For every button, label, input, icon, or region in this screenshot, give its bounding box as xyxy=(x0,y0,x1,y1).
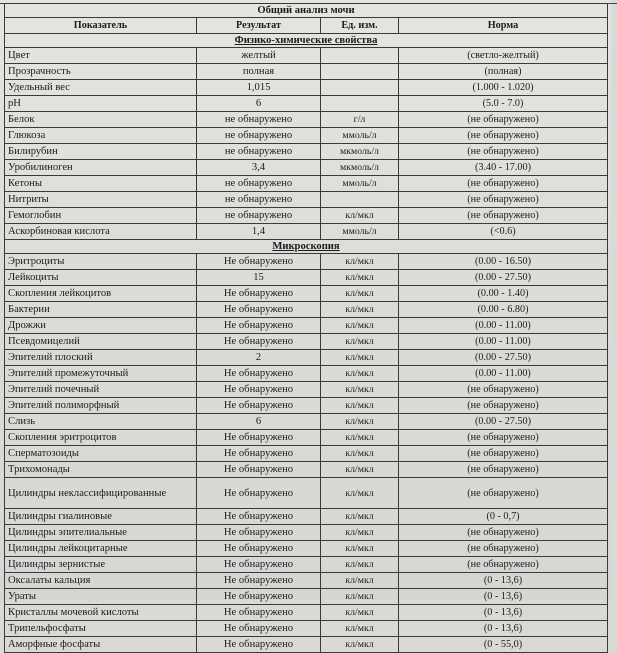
table-row xyxy=(5,366,608,382)
result-value: Не обнаружено xyxy=(197,509,321,525)
indicator-name: Нитриты xyxy=(5,192,197,208)
table-row xyxy=(5,64,608,80)
result-value: Не обнаружено xyxy=(197,398,321,414)
result-value: не обнаружено xyxy=(197,112,321,128)
unit-value: кл/мкл xyxy=(321,208,399,224)
result-value: 1,015 xyxy=(197,80,321,96)
indicator-name: Белок xyxy=(5,112,197,128)
norm-range: (0.00 - 11.00) xyxy=(399,318,608,334)
unit-value: кл/мкл xyxy=(321,382,399,398)
table-row xyxy=(5,208,608,224)
table-row xyxy=(5,318,608,334)
result-value: полная xyxy=(197,64,321,80)
result-value: Не обнаружено xyxy=(197,637,321,653)
norm-range: (<0.6) xyxy=(399,224,608,240)
norm-range: (не обнаружено) xyxy=(399,478,608,509)
table-row xyxy=(5,462,608,478)
table-row xyxy=(5,176,608,192)
unit-value: кл/мкл xyxy=(321,605,399,621)
result-value: Не обнаружено xyxy=(197,254,321,270)
section-title: Микроскопия xyxy=(5,240,608,254)
norm-range: (не обнаружено) xyxy=(399,541,608,557)
indicator-name: pH xyxy=(5,96,197,112)
result-value: не обнаружено xyxy=(197,208,321,224)
unit-value: кл/мкл xyxy=(321,589,399,605)
result-value: Не обнаружено xyxy=(197,605,321,621)
unit-value: кл/мкл xyxy=(321,525,399,541)
unit-value: кл/мкл xyxy=(321,509,399,525)
norm-range: (1.000 - 1.020) xyxy=(399,80,608,96)
table-row xyxy=(5,144,608,160)
table-row xyxy=(5,128,608,144)
indicator-name: Цилиндры лейкоцитарные xyxy=(5,541,197,557)
indicator-name: Ураты xyxy=(5,589,197,605)
indicator-name: Трихомонады xyxy=(5,462,197,478)
indicator-name: Билирубин xyxy=(5,144,197,160)
norm-range: (0.00 - 6.80) xyxy=(399,302,608,318)
table-row xyxy=(5,270,608,286)
norm-range: (не обнаружено) xyxy=(399,446,608,462)
norm-range: (0.00 - 27.50) xyxy=(399,350,608,366)
indicator-name: Цилиндры зернистые xyxy=(5,557,197,573)
indicator-name: Оксалаты кальция xyxy=(5,573,197,589)
indicator-name: Эпителий промежуточный xyxy=(5,366,197,382)
result-value: Не обнаружено xyxy=(197,525,321,541)
result-value: 6 xyxy=(197,96,321,112)
unit-value: кл/мкл xyxy=(321,541,399,557)
norm-range: (не обнаружено) xyxy=(399,144,608,160)
unit-value: кл/мкл xyxy=(321,318,399,334)
result-value: Не обнаружено xyxy=(197,573,321,589)
table-row xyxy=(5,334,608,350)
unit-value: кл/мкл xyxy=(321,430,399,446)
indicator-name: Цилиндры неклассифицированные xyxy=(5,478,197,509)
indicator-name: Прозрачность xyxy=(5,64,197,80)
table-row xyxy=(5,557,608,573)
result-value: Не обнаружено xyxy=(197,318,321,334)
unit-value: кл/мкл xyxy=(321,462,399,478)
unit-value xyxy=(321,192,399,208)
norm-range: (0.00 - 1.40) xyxy=(399,286,608,302)
table-row xyxy=(5,430,608,446)
unit-value: кл/мкл xyxy=(321,621,399,637)
unit-value: кл/мкл xyxy=(321,637,399,653)
indicator-name: Кристаллы мочевой кислоты xyxy=(5,605,197,621)
table-row xyxy=(5,112,608,128)
indicator-name: Слизь xyxy=(5,414,197,430)
urinalysis-table xyxy=(4,3,608,653)
table-row xyxy=(5,224,608,240)
unit-value: кл/мкл xyxy=(321,398,399,414)
norm-range: (полная) xyxy=(399,64,608,80)
indicator-name: Бактерии xyxy=(5,302,197,318)
unit-value xyxy=(321,48,399,64)
table-row xyxy=(5,48,608,64)
result-value: 2 xyxy=(197,350,321,366)
table-row xyxy=(5,398,608,414)
header-unit: Ед. изм. xyxy=(321,18,399,34)
norm-range: (не обнаружено) xyxy=(399,176,608,192)
norm-range: (не обнаружено) xyxy=(399,112,608,128)
unit-value: г/л xyxy=(321,112,399,128)
indicator-name: Эритроциты xyxy=(5,254,197,270)
norm-range: (не обнаружено) xyxy=(399,430,608,446)
result-value: Не обнаружено xyxy=(197,446,321,462)
indicator-name: Гемоглобин xyxy=(5,208,197,224)
header-result: Результат xyxy=(197,18,321,34)
indicator-name: Глюкоза xyxy=(5,128,197,144)
result-value: Не обнаружено xyxy=(197,430,321,446)
indicator-name: Скопления лейкоцитов xyxy=(5,286,197,302)
header-norm: Норма xyxy=(399,18,608,34)
report-title: Общий анализ мочи xyxy=(5,4,608,18)
result-value: Не обнаружено xyxy=(197,366,321,382)
indicator-name: Трипельфосфаты xyxy=(5,621,197,637)
result-value: 15 xyxy=(197,270,321,286)
result-value: не обнаружено xyxy=(197,144,321,160)
norm-range: (не обнаружено) xyxy=(399,382,608,398)
indicator-name: Псевдомицелий xyxy=(5,334,197,350)
table-row xyxy=(5,446,608,462)
table-row xyxy=(5,160,608,176)
indicator-name: Цилиндры эпителиальные xyxy=(5,525,197,541)
indicator-name: Удельный вес xyxy=(5,80,197,96)
table-row xyxy=(5,350,608,366)
indicator-name: Аморфные фосфаты xyxy=(5,637,197,653)
norm-range: (0 - 13,6) xyxy=(399,573,608,589)
norm-range: (0 - 13,6) xyxy=(399,589,608,605)
result-value: не обнаружено xyxy=(197,176,321,192)
table-row xyxy=(5,382,608,398)
norm-range: (не обнаружено) xyxy=(399,398,608,414)
indicator-name: Эпителий плоский xyxy=(5,350,197,366)
unit-value: ммоль/л xyxy=(321,176,399,192)
section-title: Физико-химические свойства xyxy=(5,34,608,48)
result-value: Не обнаружено xyxy=(197,541,321,557)
result-value: Не обнаружено xyxy=(197,334,321,350)
column-header-row xyxy=(5,18,608,34)
result-value: Не обнаружено xyxy=(197,462,321,478)
result-value: 3,4 xyxy=(197,160,321,176)
result-value: не обнаружено xyxy=(197,192,321,208)
table-row xyxy=(5,637,608,653)
unit-value: кл/мкл xyxy=(321,478,399,509)
table-row xyxy=(5,573,608,589)
table-row xyxy=(5,621,608,637)
unit-value: кл/мкл xyxy=(321,573,399,589)
result-value: Не обнаружено xyxy=(197,589,321,605)
table-row xyxy=(5,414,608,430)
table-row xyxy=(5,286,608,302)
unit-value xyxy=(321,80,399,96)
indicator-name: Цилиндры гиалиновые xyxy=(5,509,197,525)
section-title-row xyxy=(5,240,608,254)
indicator-name: Эпителий почечный xyxy=(5,382,197,398)
norm-range: (0.00 - 27.50) xyxy=(399,270,608,286)
indicator-name: Скопления эритроцитов xyxy=(5,430,197,446)
norm-range: (не обнаружено) xyxy=(399,192,608,208)
norm-range: (0.00 - 11.00) xyxy=(399,366,608,382)
norm-range: (0.00 - 16.50) xyxy=(399,254,608,270)
unit-value: ммоль/л xyxy=(321,224,399,240)
indicator-name: Цвет xyxy=(5,48,197,64)
section-title-row xyxy=(5,34,608,48)
unit-value: кл/мкл xyxy=(321,350,399,366)
result-value: желтый xyxy=(197,48,321,64)
indicator-name: Сперматозоиды xyxy=(5,446,197,462)
unit-value: кл/мкл xyxy=(321,446,399,462)
norm-range: (0.00 - 27.50) xyxy=(399,414,608,430)
norm-range: (не обнаружено) xyxy=(399,557,608,573)
result-value: Не обнаружено xyxy=(197,557,321,573)
table-row xyxy=(5,96,608,112)
norm-range: (не обнаружено) xyxy=(399,128,608,144)
table-row xyxy=(5,525,608,541)
table-row xyxy=(5,509,608,525)
table-row xyxy=(5,478,608,509)
norm-range: (0 - 13,6) xyxy=(399,621,608,637)
table-row xyxy=(5,192,608,208)
norm-range: (5.0 - 7.0) xyxy=(399,96,608,112)
unit-value: мкмоль/л xyxy=(321,144,399,160)
norm-range: (0 - 55,0) xyxy=(399,637,608,653)
norm-range: (3.40 - 17.00) xyxy=(399,160,608,176)
table-row xyxy=(5,80,608,96)
unit-value: кл/мкл xyxy=(321,302,399,318)
unit-value: кл/мкл xyxy=(321,557,399,573)
indicator-name: Дрожжи xyxy=(5,318,197,334)
result-value: не обнаружено xyxy=(197,128,321,144)
table-row xyxy=(5,589,608,605)
table-row xyxy=(5,541,608,557)
result-value: 6 xyxy=(197,414,321,430)
report-title-row xyxy=(5,4,608,18)
result-value: 1,4 xyxy=(197,224,321,240)
unit-value: кл/мкл xyxy=(321,334,399,350)
result-value: Не обнаружено xyxy=(197,382,321,398)
header-indicator: Показатель xyxy=(5,18,197,34)
unit-value xyxy=(321,64,399,80)
table-row xyxy=(5,302,608,318)
urinalysis-table-body xyxy=(5,4,608,653)
table-row xyxy=(5,605,608,621)
result-value: Не обнаружено xyxy=(197,621,321,637)
norm-range: (не обнаружено) xyxy=(399,462,608,478)
result-value: Не обнаружено xyxy=(197,302,321,318)
indicator-name: Эпителий полиморфный xyxy=(5,398,197,414)
indicator-name: Кетоны xyxy=(5,176,197,192)
norm-range: (светло-желтый) xyxy=(399,48,608,64)
norm-range: (не обнаружено) xyxy=(399,525,608,541)
unit-value: кл/мкл xyxy=(321,414,399,430)
unit-value: кл/мкл xyxy=(321,254,399,270)
unit-value: мкмоль/л xyxy=(321,160,399,176)
unit-value: кл/мкл xyxy=(321,286,399,302)
result-value: Не обнаружено xyxy=(197,286,321,302)
indicator-name: Уробилиноген xyxy=(5,160,197,176)
unit-value: ммоль/л xyxy=(321,128,399,144)
norm-range: (0.00 - 11.00) xyxy=(399,334,608,350)
norm-range: (0 - 13,6) xyxy=(399,605,608,621)
unit-value: кл/мкл xyxy=(321,366,399,382)
unit-value xyxy=(321,96,399,112)
indicator-name: Лейкоциты xyxy=(5,270,197,286)
result-value: Не обнаружено xyxy=(197,478,321,509)
norm-range: (0 - 0,7) xyxy=(399,509,608,525)
unit-value: кл/мкл xyxy=(321,270,399,286)
norm-range: (не обнаружено) xyxy=(399,208,608,224)
table-row xyxy=(5,254,608,270)
indicator-name: Аскорбиновая кислота xyxy=(5,224,197,240)
